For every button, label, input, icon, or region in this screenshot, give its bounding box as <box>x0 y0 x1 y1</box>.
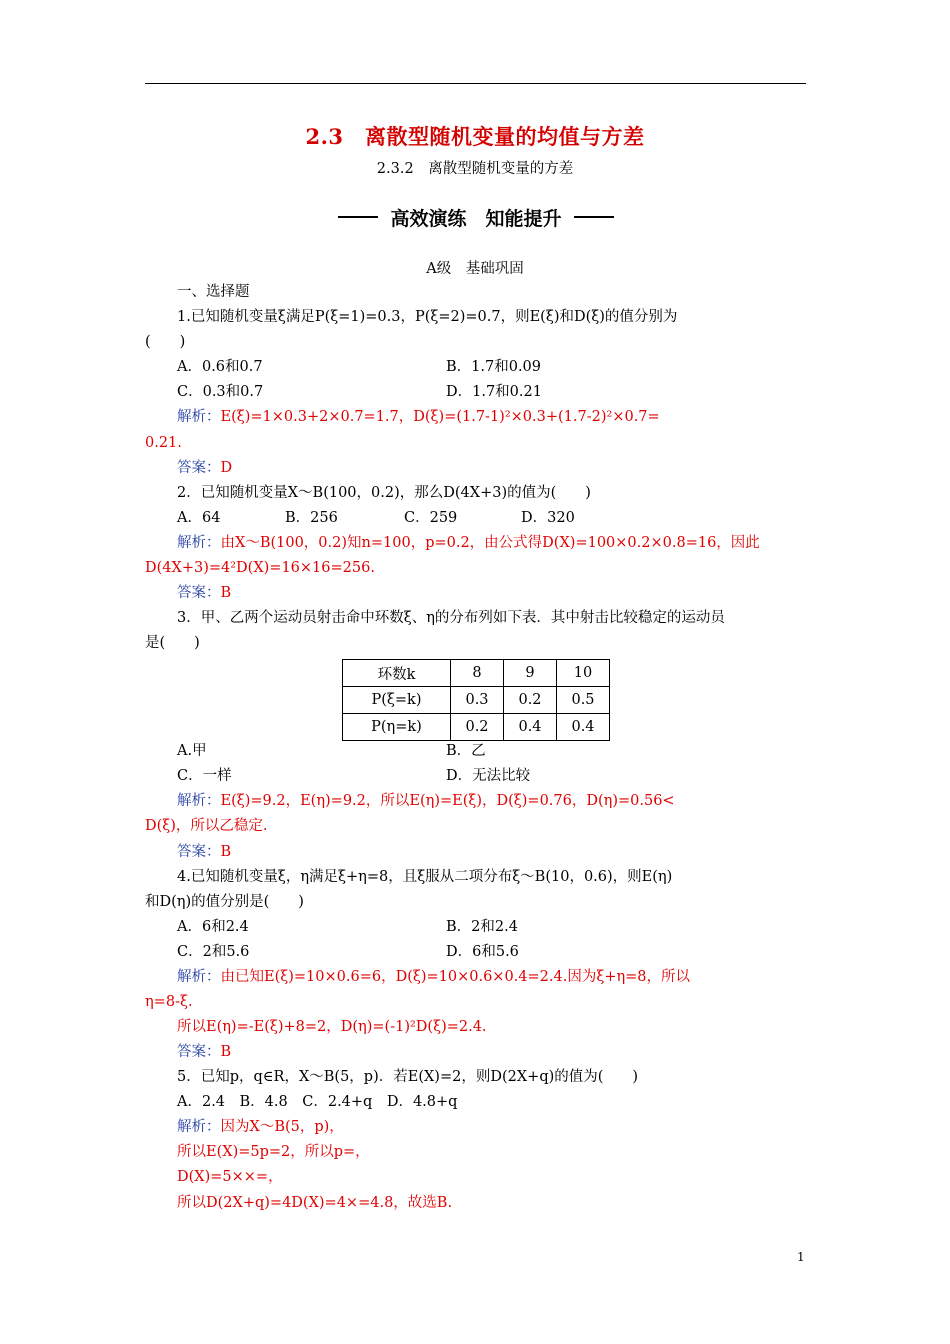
q1-answer-value: D <box>220 460 233 476</box>
q4-answer-value: B <box>220 1044 232 1060</box>
q4-option-c: C．2和5.6 <box>177 944 250 960</box>
q5-analysis-cont2: D(X)=5××=， <box>177 1169 283 1185</box>
table-cell: P(η=k) <box>343 714 451 741</box>
analysis-label: 解析： <box>177 409 221 425</box>
q5-analysis-text: 因为X～B(5，p)， <box>220 1119 344 1135</box>
table-cell: 0.4 <box>557 714 610 741</box>
table-header-cell: 8 <box>451 660 504 687</box>
answer-label: 答案： <box>177 844 221 860</box>
q2-analysis <box>177 533 760 553</box>
table-row <box>343 714 610 741</box>
q3-analysis <box>177 791 675 811</box>
answer-label: 答案： <box>177 585 221 601</box>
table-header-cell: 环数k <box>343 660 451 687</box>
q4-option-d: D．6和5.6 <box>446 944 519 960</box>
q3-analysis-text: E(ξ)=9.2，E(η)=9.2，所以E(η)=E(ξ)，D(ξ)=0.76，D(η)=0.56< <box>220 793 675 809</box>
table-cell: 0.2 <box>504 687 557 714</box>
table-cell: 0.5 <box>557 687 610 714</box>
analysis-label: 解析： <box>177 1119 221 1135</box>
q1-option-a: A．0.6和0.7 <box>177 359 263 375</box>
q1-analysis-cont: 0.21. <box>145 435 182 451</box>
q1-option-c: C．0.3和0.7 <box>177 384 264 400</box>
q4-analysis-cont2: 所以E(η)=-E(ξ)+8=2，D(η)=(-1)²D(ξ)=2.4. <box>177 1019 487 1035</box>
q1-analysis-text: E(ξ)=1×0.3+2×0.7=1.7，D(ξ)=(1.7-1)²×0.3+(1.7-2)²×0.7= <box>220 409 660 425</box>
banner-text: 高效演练 知能提升 <box>378 204 574 231</box>
answer-label: 答案： <box>177 1044 221 1060</box>
q4-stem-cont: 和D(η)的值分别是( ) <box>145 894 304 910</box>
q2-option-c: C．259 <box>404 510 458 526</box>
table-cell: 0.2 <box>451 714 504 741</box>
q3-option-c: C．一样 <box>177 768 232 784</box>
section-heading: 一、选择题 <box>177 284 250 300</box>
q3-stem: 3．甲、乙两个运动员射击命中环数ξ、η的分布列如下表．其中射击比较稳定的运动员 <box>177 610 725 626</box>
distribution-table <box>342 659 610 741</box>
q3-analysis-cont: D(ξ)，所以乙稳定. <box>145 818 268 834</box>
table-header-cell: 10 <box>557 660 610 687</box>
analysis-label: 解析： <box>177 535 221 551</box>
q2-analysis-cont: D(4X+3)=4²D(X)=16×16=256. <box>145 560 375 576</box>
table-cell: 0.3 <box>451 687 504 714</box>
table-cell: 0.4 <box>504 714 557 741</box>
q4-analysis-text: 由已知E(ξ)=10×0.6=6，D(ξ)=10×0.6×0.4=2.4.因为ξ+η=8，所以 <box>220 969 691 985</box>
analysis-label: 解析： <box>177 969 221 985</box>
q1-stem: 1.已知随机变量ξ满足P(ξ=1)=0.3，P(ξ=2)=0.7，则E(ξ)和D(ξ)的值分别为 <box>177 309 678 325</box>
q5-stem: 5．已知p，q∈R，X～B(5，p)．若E(X)=2，则D(2X+q)的值为( ) <box>177 1069 639 1085</box>
q1-stem-cont: ( ) <box>145 334 186 350</box>
q4-option-b: B．2和2.4 <box>446 919 518 935</box>
q4-option-a: A．6和2.4 <box>177 919 249 935</box>
q3-option-d: D．无法比较 <box>446 768 531 784</box>
q1-option-b: B．1.7和0.09 <box>446 359 542 375</box>
q5-analysis-cont3: 所以D(2X+q)=4D(X)=4×=4.8，故选B. <box>177 1195 453 1211</box>
q4-stem: 4.已知随机变量ξ，η满足ξ+η=8，且ξ服从二项分布ξ～B(10，0.6)，则E(η) <box>177 869 673 885</box>
table-header-cell: 9 <box>504 660 557 687</box>
q1-answer <box>177 458 232 478</box>
q3-option-a: A.甲 <box>177 743 207 759</box>
section-title: 2.3 离散型随机变量的均值与方差 <box>305 124 645 149</box>
banner-right-rule <box>570 216 614 218</box>
q5-options: A．2.4 B．4.8 C．2.4+q D．4.8+q <box>177 1094 458 1110</box>
q1-option-d: D．1.7和0.21 <box>446 384 542 400</box>
q3-answer <box>177 842 231 862</box>
q2-option-d: D．320 <box>521 510 575 526</box>
q5-analysis <box>177 1117 344 1137</box>
q4-analysis <box>177 967 690 987</box>
answer-label: 答案： <box>177 460 221 476</box>
analysis-label: 解析： <box>177 793 221 809</box>
level-heading: A级 基础巩固 <box>426 261 524 277</box>
q2-answer-value: B <box>220 585 232 601</box>
table-row <box>343 687 610 714</box>
banner-left-rule <box>338 216 382 218</box>
q4-analysis-cont: η=8-ξ. <box>145 994 193 1010</box>
q2-option-a: A．64 <box>177 510 221 526</box>
q1-analysis <box>177 407 660 427</box>
q5-analysis-cont: 所以E(X)=5p=2，所以p=， <box>177 1144 370 1160</box>
table-cell: P(ξ=k) <box>343 687 451 714</box>
q3-answer-value: B <box>220 844 232 860</box>
q2-analysis-text: 由X～B(100，0.2)知n=100，p=0.2，由公式得D(X)=100×0.2×0.8=16，因此 <box>220 535 760 551</box>
page-number: 1 <box>797 1250 805 1264</box>
q3-stem-cont: 是( ) <box>145 635 200 651</box>
q2-answer <box>177 583 231 603</box>
q3-option-b: B．乙 <box>446 743 486 759</box>
q4-answer <box>177 1042 231 1062</box>
table-row <box>343 660 610 687</box>
q2-stem: 2．已知随机变量X～B(100，0.2)，那么D(4X+3)的值为( ) <box>177 485 591 501</box>
subsection-title: 2.3.2 离散型随机变量的方差 <box>376 161 574 177</box>
exercise-banner <box>338 204 614 230</box>
header-rule <box>145 83 806 84</box>
q2-option-b: B．256 <box>285 510 338 526</box>
